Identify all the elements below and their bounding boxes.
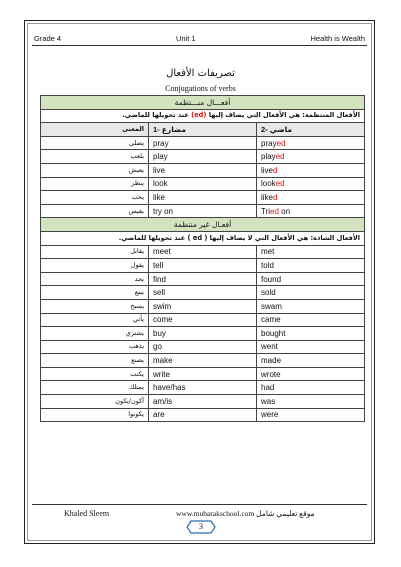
verb-past: sold (257, 286, 365, 300)
verb-past-particle: on (278, 206, 291, 216)
verb-past: came (257, 313, 365, 327)
irregular-rule-row (41, 231, 365, 245)
verb-past-suffix: ed (270, 206, 279, 216)
verb-present: sell (149, 286, 257, 300)
title-english: Conjugations of verbs (165, 84, 236, 93)
title-arabic: تصريفات الأفعال (166, 68, 235, 79)
regular-rule-ed: (ed) (191, 111, 207, 120)
footer-website: www.mubarakschool.com موقع تعليمي شامل (176, 509, 315, 518)
verb-past-suffix: ed (276, 138, 286, 148)
verb-past: told (257, 259, 365, 273)
column-header-meaning: المعنى (41, 123, 149, 137)
verb-meaning: أكون/يكون (41, 395, 149, 409)
regular-verb-row (41, 136, 365, 150)
verb-meaning: يسبح (41, 299, 149, 313)
verb-past (257, 177, 365, 191)
irregular-band-row (41, 218, 365, 232)
verb-past-suffix: ed (275, 152, 285, 162)
verb-past (257, 150, 365, 164)
irregular-rule: الأفعال الشاذة: هي الأفعال التي لا يضاف إليها ( ed ) عند تحويلها للماضي. (41, 231, 365, 245)
verbs-table-body (41, 96, 365, 422)
regular-verb-row (41, 191, 365, 205)
verb-past-stem: play (261, 152, 276, 162)
verb-present: make (149, 354, 257, 368)
verb-meaning: يقيس (41, 204, 149, 218)
verb-present: look (149, 177, 257, 191)
irregular-verb-row (41, 272, 365, 286)
regular-verb-row (41, 163, 365, 177)
irregular-verb-row (41, 354, 365, 368)
verb-past-stem: like (261, 192, 274, 202)
verb-present: tell (149, 259, 257, 273)
irregular-verb-row (41, 340, 365, 354)
verb-past: bought (257, 327, 365, 341)
irregular-verb-row (41, 259, 365, 273)
verb-past-stem: look (261, 179, 276, 189)
irregular-verb-row (41, 313, 365, 327)
verb-present: buy (149, 327, 257, 341)
verb-meaning: يصلي (41, 136, 149, 150)
verb-meaning: يلعب (41, 150, 149, 164)
page-number: 3 (199, 522, 203, 531)
verb-meaning: ينظر (41, 177, 149, 191)
regular-rule-text: الأفعال المنتظمة: هي الأفعال التي يضاف إليها (206, 111, 361, 120)
verbs-table (40, 95, 365, 422)
irregular-verb-row (41, 299, 365, 313)
verb-present: pray (149, 136, 257, 150)
verb-past: made (257, 354, 365, 368)
irregular-verb-row (41, 381, 365, 395)
verb-present: come (149, 313, 257, 327)
verb-present: have/has (149, 381, 257, 395)
verb-past (257, 163, 365, 177)
verb-present: swim (149, 299, 257, 313)
verb-meaning: يبيع (41, 286, 149, 300)
irregular-verb-row (41, 327, 365, 341)
topic-label: Health is Wealth (310, 33, 365, 43)
verb-past-suffix: ed (275, 179, 285, 189)
verb-past (257, 136, 365, 150)
verb-present: are (149, 408, 257, 422)
verb-meaning: يقابل (41, 245, 149, 259)
verb-past: were (257, 408, 365, 422)
grade-label: Grade 4 (34, 33, 62, 43)
verb-present: like (149, 191, 257, 205)
verb-past: found (257, 272, 365, 286)
verb-meaning: يصنع (41, 354, 149, 368)
verb-present: go (149, 340, 257, 354)
irregular-verb-row (41, 367, 365, 381)
verb-past: went (257, 340, 365, 354)
verb-meaning: يأتي (41, 313, 149, 327)
footer-divider (32, 504, 367, 505)
verb-meaning: يشتري (41, 327, 149, 341)
regular-band-row (41, 96, 365, 110)
verb-past (257, 204, 365, 218)
verb-present: find (149, 272, 257, 286)
regular-verb-row (41, 150, 365, 164)
regular-rule (41, 109, 365, 123)
regular-verb-row (41, 204, 365, 218)
verb-meaning: يجد (41, 272, 149, 286)
verb-past-stem: Tri (261, 206, 271, 216)
verb-meaning: يمتلك (41, 381, 149, 395)
verb-meaning: يحب (41, 191, 149, 205)
column-header-row (41, 123, 365, 137)
irregular-band: أفعـال غير منتظمة (41, 218, 365, 232)
verb-past (257, 191, 365, 205)
verb-present: am/is (149, 395, 257, 409)
verb-meaning: يقول (41, 259, 149, 273)
regular-rule-row (41, 109, 365, 123)
verb-past: was (257, 395, 365, 409)
header-divider (32, 45, 367, 46)
page-number-badge (186, 519, 216, 535)
footer-author: Khaled Sleem (64, 509, 110, 518)
verb-past-stem: live (261, 165, 274, 175)
verb-past: wrote (257, 367, 365, 381)
regular-verb-row (41, 177, 365, 191)
verb-meaning: يعيش (41, 163, 149, 177)
verb-past: swam (257, 299, 365, 313)
verb-present: meet (149, 245, 257, 259)
verb-meaning: يذهب (41, 340, 149, 354)
verb-past-stem: pray (261, 138, 277, 148)
column-header-past: 2- ماضي (257, 123, 365, 137)
verb-present: try on (149, 204, 257, 218)
verb-present: play (149, 150, 257, 164)
irregular-verb-row (41, 245, 365, 259)
verb-meaning: يكونوا (41, 408, 149, 422)
verb-past: met (257, 245, 365, 259)
irregular-verb-row (41, 408, 365, 422)
regular-band: أفعـــال منـــتظمة (41, 96, 365, 110)
verb-past-suffix: d (273, 192, 278, 202)
verb-past-suffix: d (273, 165, 278, 175)
verb-past: had (257, 381, 365, 395)
page-header (34, 30, 365, 46)
irregular-verb-row (41, 286, 365, 300)
irregular-verb-row (41, 395, 365, 409)
regular-rule-tail: عند تحويلها للماضي. (122, 111, 192, 120)
verb-present: write (149, 367, 257, 381)
verb-meaning: يكتب (41, 367, 149, 381)
column-header-present: 1- مضارع (149, 123, 257, 137)
unit-label: Unit 1 (176, 33, 196, 43)
verb-present: live (149, 163, 257, 177)
